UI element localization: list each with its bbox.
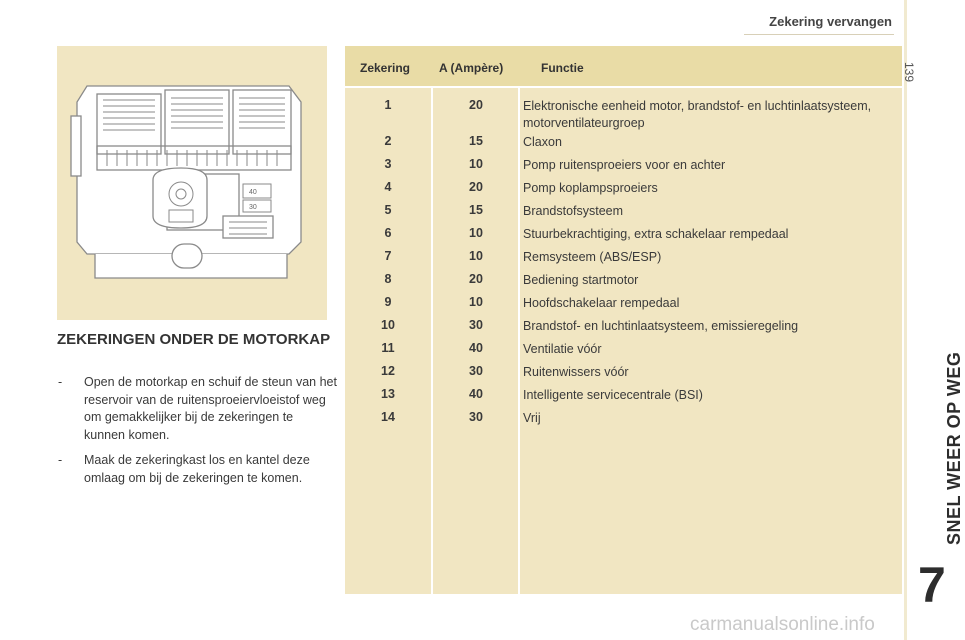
- fuse-amperage-cell: 30: [469, 410, 483, 424]
- instruction-text: Open de motorkap en schuif de steun van het reservoir van de ruitensproeiervloeistof weg om gemakkelijker bij de zekeringen te kunnen komen.: [84, 375, 337, 442]
- fuse-function-cell: Brandstofsysteem: [523, 204, 624, 218]
- running-header: Zekering vervangen: [769, 14, 892, 29]
- fuse-number-cell: 13: [381, 387, 395, 401]
- fuse-amperage-cell: 30: [469, 364, 483, 378]
- fuse-number-cell: 6: [384, 226, 392, 240]
- fuse-number-cell: 11: [381, 341, 395, 355]
- fuse-function-cell: Vrij: [523, 411, 541, 425]
- fuse-table: [345, 46, 902, 594]
- bullet-dash: -: [58, 375, 63, 389]
- fuse-number-cell: 2: [384, 134, 392, 148]
- header-rule: [744, 34, 894, 35]
- fuse-amperage-cell: 20: [469, 98, 483, 112]
- fuse-function-cell: Elektronische eenheid motor, brandstof- en luchtinlaatsysteem, motorventilateurgroep: [523, 99, 872, 130]
- fuse-amperage-cell: 10: [469, 249, 483, 263]
- page-number: 139: [902, 62, 916, 83]
- watermark-text: carmanualsonline.info: [690, 614, 875, 635]
- relay-label-30: 30: [249, 204, 257, 211]
- fuse-number-cell: 7: [384, 249, 392, 263]
- fuse-function-cell: Pomp koplampsproeiers: [523, 181, 658, 195]
- fuse-number-cell: 3: [384, 157, 392, 171]
- fuse-box-illustration: [57, 46, 327, 320]
- fuse-amperage-cell: 10: [469, 295, 483, 309]
- fuse-amperage-cell: 20: [469, 180, 483, 194]
- fuse-amperage-cell: 40: [469, 341, 483, 355]
- fuse-amperage-cell: 15: [469, 134, 483, 148]
- fuse-number-cell: 9: [384, 295, 392, 309]
- fuse-box-drawing: [57, 46, 327, 320]
- instruction-text: Maak de zekeringkast los en kantel deze omlaag om bij de zekeringen te komen.: [84, 453, 310, 485]
- fuse-amperage-cell: 20: [469, 272, 483, 286]
- header-divider: [345, 86, 902, 88]
- fuse-number-cell: 12: [381, 364, 395, 378]
- column-header-amp: A (Ampère): [439, 61, 504, 75]
- fuse-number-cell: 8: [384, 272, 392, 286]
- bullet-dash: -: [58, 453, 63, 467]
- fuse-amperage-cell: 30: [469, 318, 483, 332]
- fuse-amperage-cell: 40: [469, 387, 483, 401]
- fuse-function-cell: Pomp ruitensproeiers voor en achter: [523, 158, 726, 172]
- fuse-function-cell: Bediening startmotor: [523, 273, 639, 287]
- fuse-number-cell: 5: [384, 203, 392, 217]
- fuse-function-cell: Brandstof- en luchtinlaatsysteem, emissieregeling: [523, 319, 799, 333]
- fuse-amperage-cell: 10: [469, 226, 483, 240]
- fuse-function-cell: Ventilatie vóór: [523, 342, 602, 356]
- fuse-function-cell: Stuurbekrachtiging, extra schakelaar rempedaal: [523, 227, 789, 241]
- fuse-number-cell: 10: [381, 318, 395, 332]
- fuse-function-cell: Intelligente servicecentrale (BSI): [523, 388, 703, 402]
- fuse-table-header: [345, 46, 902, 86]
- relay-label-40: 40: [249, 189, 257, 196]
- fuse-function-cell: Remsysteem (ABS/ESP): [523, 250, 662, 264]
- fuse-function-cell: Ruitenwissers vóór: [523, 365, 629, 379]
- margin-rule: [904, 0, 907, 640]
- instruction-item: [57, 452, 337, 487]
- chapter-tab-title: SNEL WEER OP WEG: [944, 351, 964, 545]
- instruction-item: [57, 374, 337, 444]
- fuse-number-cell: 1: [384, 98, 392, 112]
- fuse-amperage-cell: 15: [469, 203, 483, 217]
- fuse-number-cell: 14: [381, 410, 395, 424]
- fuse-number-cell: 4: [384, 180, 392, 194]
- instruction-list: [57, 374, 337, 495]
- fuse-function-cell: Claxon: [523, 135, 562, 149]
- fuse-function-cell: Hoofdschakelaar rempedaal: [523, 296, 680, 310]
- chapter-number: 7: [918, 557, 946, 613]
- column-header-fuse: Zekering: [360, 61, 411, 75]
- fuse-amperage-cell: 10: [469, 157, 483, 171]
- column-header-function: Functie: [541, 61, 584, 75]
- section-heading: ZEKERINGEN ONDER DE MOTORKAP: [57, 331, 331, 348]
